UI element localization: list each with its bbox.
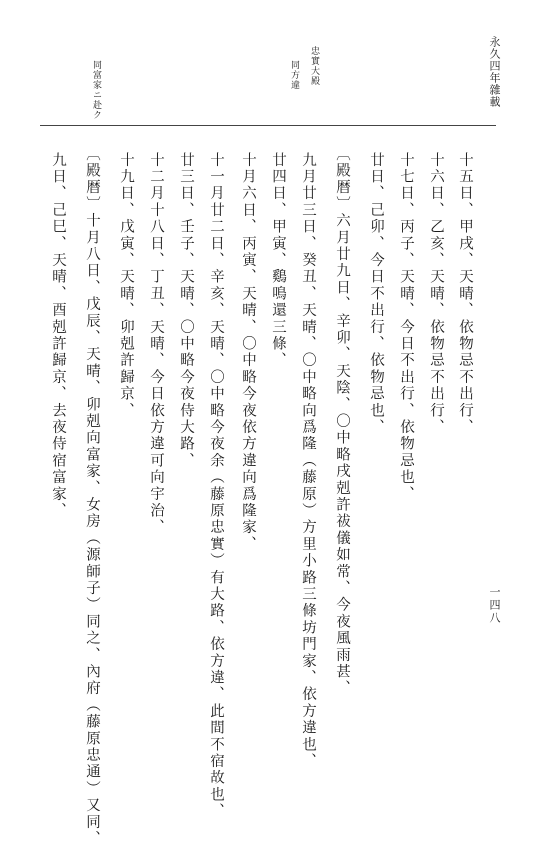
text-column-12: 十九日、戊寅、天晴、卯剋許歸京、 — [118, 152, 134, 420]
page-number: 一四八 — [488, 586, 501, 625]
text-column-14: 九日、己巳、天晴、酉剋許歸京、去夜侍宿富家、 — [50, 152, 66, 520]
text-column-10: 廿三日、壬子、天晴、〇中略今夜侍大路、 — [178, 152, 194, 470]
text-column-3: 十七日、丙子、天晴、今日不出行、依物忌也、 — [398, 152, 414, 503]
text-column-13: 〔殿暦〕十月八日、戊辰、天晴、卯剋向富家、女房（源師子）同之、內府（藤原忠通）又同、 — [84, 146, 100, 847]
running-header-title: 永久四年雜載 — [488, 36, 501, 108]
header-note-3: 同富家ニ赴ク — [91, 60, 101, 120]
text-column-11: 十二月十八日、丁丑、天晴、今日依方違可向宇治、 — [148, 152, 164, 537]
text-column-9: 十一月廿二日、辛亥、天晴、〇中略今夜余（藤原忠實）有大路、依方違、此間不宿故也、 — [208, 152, 224, 820]
text-column-1: 十五日、甲戌、天晴、依物忌不出行、 — [457, 152, 473, 436]
text-column-4: 廿日、己卯、今日不出行、依物忌也、 — [368, 152, 384, 436]
header-divider — [40, 125, 496, 126]
text-column-7: 廿四日、甲寅、鷄鳴還三條、 — [270, 152, 286, 370]
text-column-5: 〔殿暦〕六月廿九日、辛卯、天陰、〇中略戌剋許祓儀如常、今夜風雨甚、 — [334, 146, 350, 698]
text-column-8: 十月六日、丙寅、天晴、〇中略今夜依方違向爲隆家、 — [240, 152, 256, 553]
text-column-6: 九月廿三日、癸丑、天晴、〇中略向爲隆（藤原）方里小路三條坊門家、依方違也、 — [300, 152, 316, 770]
header-note-2: 同方違 — [289, 60, 299, 90]
header-note-1: 忠實大殿 — [309, 46, 319, 86]
text-column-2: 十六日、乙亥、天晴、依物忌不出行、 — [428, 152, 444, 436]
